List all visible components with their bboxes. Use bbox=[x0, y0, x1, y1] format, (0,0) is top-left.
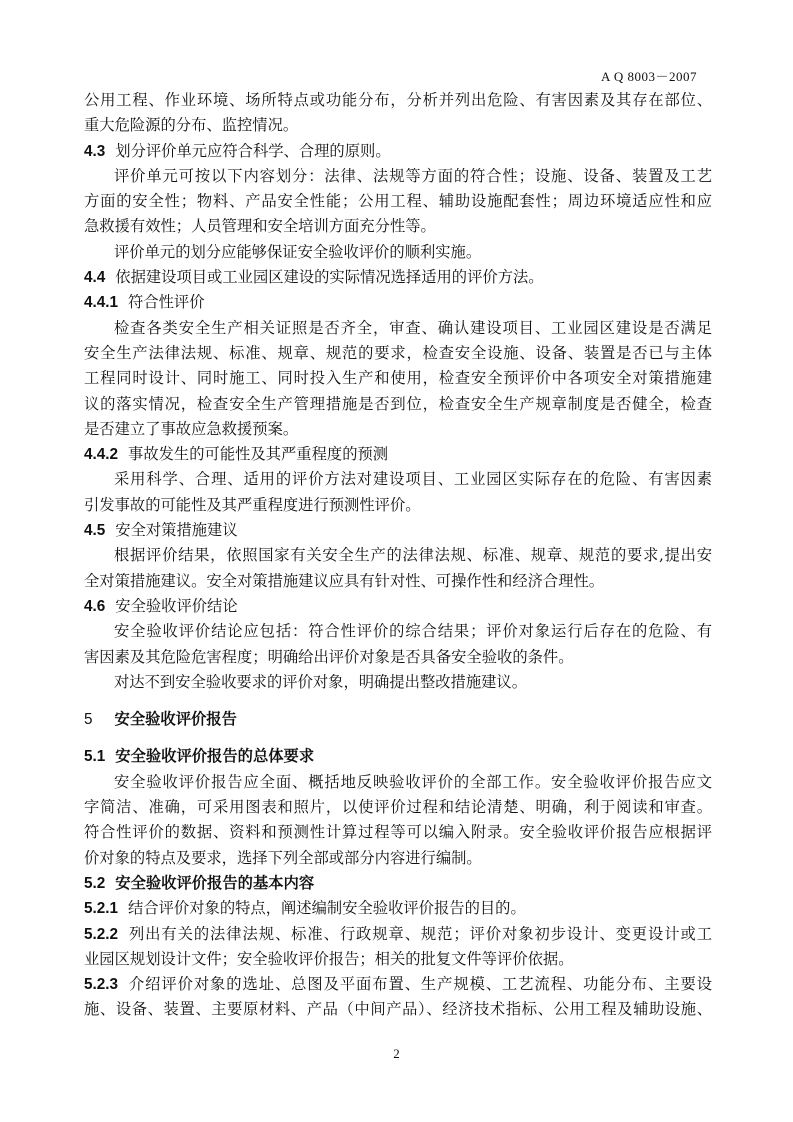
text-line bbox=[84, 846, 712, 871]
clause-line bbox=[84, 265, 712, 290]
clause-line bbox=[84, 139, 712, 164]
clause-number: 4.4 bbox=[84, 269, 106, 287]
clause-line bbox=[84, 594, 712, 619]
clause-text: 安全验收评价结论 bbox=[115, 596, 238, 615]
page-number: 2 bbox=[393, 1046, 400, 1061]
text-line bbox=[84, 316, 712, 341]
line-text: 害因素及其危险危害程度；明确给出评价对象是否具备安全验收的条件。 bbox=[84, 647, 574, 666]
text-line bbox=[84, 417, 712, 442]
line-text: 安全验收评价报告应全面、概括地反映验收评价的全部工作。安全验收评价报告应文 bbox=[114, 772, 712, 791]
text-line bbox=[84, 240, 712, 265]
text-line bbox=[84, 467, 712, 492]
clause-text: 安全验收评价报告的基本内容 bbox=[115, 873, 315, 892]
section-gap bbox=[84, 695, 712, 707]
text-line bbox=[84, 88, 712, 113]
clause-line bbox=[84, 896, 712, 921]
clause-line bbox=[84, 290, 712, 315]
text-line bbox=[84, 795, 712, 820]
line-text: 检查各类安全生产相关证照是否齐全，审查、确认建设项目、工业园区建设是否满足 bbox=[114, 318, 712, 337]
clause-number: 5.1 bbox=[84, 748, 106, 766]
line-text: 议的落实情况，检查安全生产管理措施是否到位，检查安全生产规章制度是否健全，检查 bbox=[84, 394, 712, 413]
clause-text: 划分评价单元应符合科学、合理的原则。 bbox=[115, 141, 391, 160]
text-line bbox=[84, 493, 712, 518]
text-line bbox=[84, 392, 712, 417]
section-heading bbox=[84, 707, 712, 732]
clause-line bbox=[84, 518, 712, 543]
clause-text: 介绍评价对象的选址、总图及平面布置、生产规模、工艺流程、功能分布、主要设 bbox=[128, 975, 712, 994]
line-text: 评价单元的划分应能够保证安全验收评价的顺利实施。 bbox=[114, 242, 482, 261]
clause-text: 结合评价对象的特点，阐述编制安全验收评价报告的目的。 bbox=[128, 899, 526, 918]
line-text: 公用工程、作业环境、场所特点或功能分布，分析并列出危险、有害因素及其存在部位、 bbox=[84, 91, 712, 109]
clause-number: 5 bbox=[84, 711, 93, 729]
line-text: 施、设备、装置、主要原材料、产品（中间产品）、经济技术指标、公用工程及辅助设施、 bbox=[84, 1000, 712, 1019]
text-line bbox=[84, 670, 712, 695]
clause-number: 4.4.2 bbox=[84, 446, 119, 464]
clause-number: 5.2.1 bbox=[84, 900, 119, 918]
clause-line bbox=[84, 972, 712, 997]
text-line bbox=[84, 820, 712, 845]
text-line bbox=[84, 189, 712, 214]
document-code: A Q 8003－2007 bbox=[600, 69, 697, 84]
line-text: 引发事故的可能性及其严重程度进行预测性评价。 bbox=[84, 495, 421, 514]
line-text: 重大危险源的分布、监控情况。 bbox=[84, 116, 299, 135]
text-line bbox=[84, 997, 712, 1022]
clause-line bbox=[84, 871, 712, 896]
section-gap bbox=[84, 732, 712, 744]
text-line bbox=[84, 113, 712, 138]
line-text: 是否建立了事故应急救援预案。 bbox=[84, 419, 299, 438]
text-line bbox=[84, 569, 712, 594]
line-text: 急救援有效性；人员管理和安全培训方面充分性等。 bbox=[84, 217, 436, 236]
clause-number: 5.2.3 bbox=[84, 976, 119, 994]
text-line bbox=[84, 645, 712, 670]
clause-line bbox=[84, 442, 712, 467]
line-text: 方面的安全性；物料、产品安全性能；公用工程、辅助设施配套性；周边环境适应性和应 bbox=[84, 192, 712, 211]
page-body bbox=[84, 88, 712, 1023]
clause-number: 4.5 bbox=[84, 522, 106, 540]
text-line bbox=[84, 164, 712, 189]
line-text: 对达不到安全验收要求的评价对象，明确提出整改措施建议。 bbox=[114, 672, 528, 691]
clause-text: 安全验收评价报告的总体要求 bbox=[115, 747, 315, 766]
line-text: 业园区规划设计文件；安全验收评价报告；相关的批复文件等评价依据。 bbox=[84, 949, 574, 968]
line-text: 工程同时设计、同时施工、同时投入生产和使用，检查安全预评价中各项安全对策措施建 bbox=[84, 369, 712, 388]
clause-number: 5.2 bbox=[84, 874, 106, 892]
line-text: 安全生产法律法规、标准、规章、规范的要求，检查安全设施、设备、装置是否已与主体 bbox=[84, 343, 712, 362]
clause-number: 4.4.1 bbox=[84, 294, 119, 312]
line-text: 根据评价结果，依照国家有关安全生产的法律法规、标准、规章、规范的要求,提出安 bbox=[114, 546, 712, 565]
clause-number: 5.2.2 bbox=[84, 925, 119, 943]
clause-text: 符合性评价 bbox=[128, 293, 205, 312]
clause-text: 列出有关的法律法规、标准、行政规章、规范；评价对象初步设计、变更设计或工 bbox=[128, 924, 712, 943]
clause-number: 4.6 bbox=[84, 597, 106, 615]
clause-number: 4.3 bbox=[84, 142, 106, 160]
line-text: 采用科学、合理、适用的评价方法对建设项目、工业园区实际存在的危险、有害因素 bbox=[114, 470, 712, 489]
line-text: 全对策措施建议。安全对策措施建议应具有针对性、可操作性和经济合理性。 bbox=[84, 571, 605, 590]
clause-text: 安全对策措施建议 bbox=[115, 521, 238, 540]
line-text: 评价单元可按以下内容划分：法律、法规等方面的符合性；设施、设备、装置及工艺 bbox=[114, 166, 712, 185]
clause-text: 事故发生的可能性及其严重程度的预测 bbox=[128, 445, 389, 464]
clause-line bbox=[84, 922, 712, 947]
line-text: 字简洁、准确，可采用图表和照片，以使评价过程和结论清楚、明确，利于阅读和审查。 bbox=[84, 798, 712, 817]
text-line bbox=[84, 619, 712, 644]
clause-text: 安全验收评价报告 bbox=[114, 710, 237, 729]
line-text: 安全验收评价结论应包括：符合性评价的综合结果；评价对象运行后存在的危险、有 bbox=[114, 622, 712, 641]
text-line bbox=[84, 947, 712, 972]
line-text: 价对象的特点及要求，选择下列全部或部分内容进行编制。 bbox=[84, 848, 482, 867]
text-line bbox=[84, 214, 712, 239]
text-line bbox=[84, 366, 712, 391]
line-text: 符合性评价的数据、资料和预测性计算过程等可以编入附录。安全验收评价报告应根据评 bbox=[84, 823, 712, 842]
clause-text: 依据建设项目或工业园区建设的实际情况选择适用的评价方法。 bbox=[115, 268, 544, 287]
text-line bbox=[84, 543, 712, 568]
clause-line bbox=[84, 744, 712, 769]
text-line bbox=[84, 341, 712, 366]
text-line bbox=[84, 770, 712, 795]
